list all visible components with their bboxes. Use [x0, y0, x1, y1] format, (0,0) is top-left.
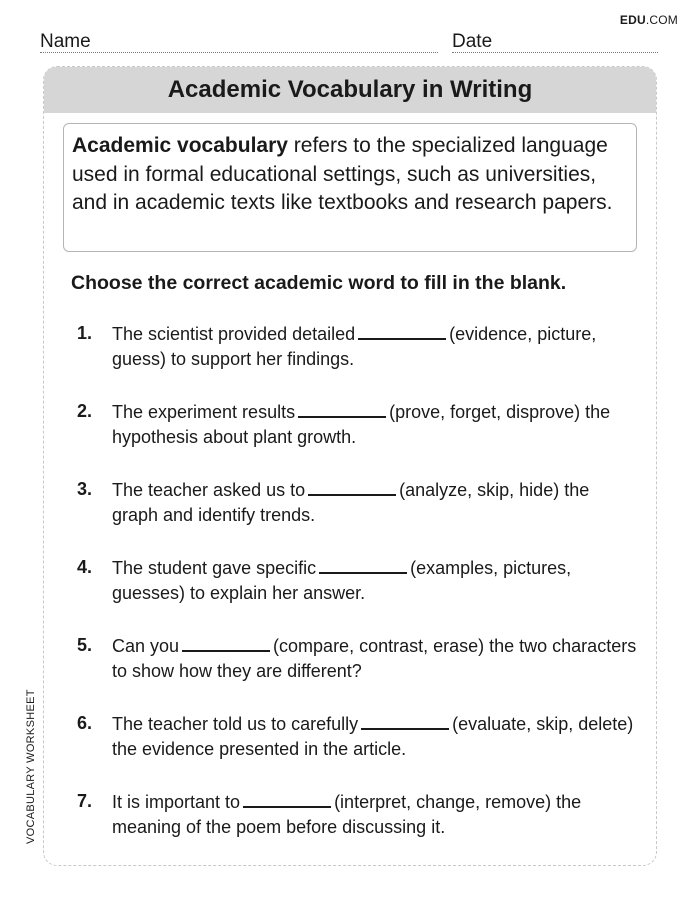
side-label: VOCABULARY WORKSHEET: [25, 689, 37, 844]
question-number: 2.: [77, 401, 93, 421]
answer-blank[interactable]: [361, 711, 449, 730]
name-field[interactable]: [40, 32, 438, 53]
question-text-after: (compare, contrast, erase) the two characters to show how they are different?: [112, 636, 637, 681]
question-text-after: (interpret, change, remove) the meaning of the poem before discussing it.: [112, 792, 582, 837]
header-fields: [40, 32, 658, 54]
answer-blank[interactable]: [358, 321, 446, 340]
answer-blank[interactable]: [182, 633, 270, 652]
brand-com: .COM: [645, 13, 678, 27]
date-field[interactable]: [452, 32, 658, 53]
question-item: [77, 321, 637, 399]
question-number: 5.: [77, 635, 93, 655]
page-title: Academic Vocabulary in Writing: [167, 76, 533, 103]
question-text-before: It is important to: [112, 792, 241, 812]
question-number: 1.: [77, 323, 93, 343]
definition-box: [63, 123, 637, 252]
question-item: [77, 399, 637, 477]
answer-blank[interactable]: [308, 477, 396, 496]
question-number: 6.: [77, 713, 93, 733]
question-list: [77, 321, 637, 867]
question-text-after: (examples, pictures, guesses) to explain her answer.: [112, 558, 572, 603]
question-text-after: (evaluate, skip, delete) the evidence presented in the article.: [112, 714, 634, 759]
question-item: [77, 711, 637, 789]
worksheet: [43, 66, 657, 866]
question-item: [77, 477, 637, 555]
question-number: 7.: [77, 791, 93, 811]
brand-logo: [620, 13, 678, 27]
definition-text: refers to the specialized language used in formal educational settings, such as universities, and in academic texts like textbooks and research papers.: [72, 134, 613, 214]
definition-term: Academic vocabulary: [72, 134, 288, 157]
question-text-before: Can you: [112, 636, 180, 656]
answer-blank[interactable]: [319, 555, 407, 574]
question-text-before: The teacher asked us to: [112, 480, 306, 500]
title-bar: [44, 67, 656, 113]
brand-edu: EDU: [619, 13, 646, 27]
date-label: Date: [452, 31, 493, 52]
question-item: [77, 789, 637, 867]
question-number: 3.: [77, 479, 93, 499]
question-item: [77, 555, 637, 633]
question-text-before: The teacher told us to carefully: [112, 714, 359, 734]
question-text-before: The experiment results: [112, 402, 296, 422]
instruction: Choose the correct academic word to fill in the blank.: [71, 272, 567, 294]
question-text-after: (evidence, picture, guess) to support her findings.: [112, 324, 597, 369]
question-text-before: The student gave specific: [112, 558, 317, 578]
question-text-after: (analyze, skip, hide) the graph and identify trends.: [112, 480, 590, 525]
name-label: Name: [40, 31, 91, 52]
question-item: [77, 633, 637, 711]
answer-blank[interactable]: [243, 789, 331, 808]
question-text-after: (prove, forget, disprove) the hypothesis about plant growth.: [112, 402, 611, 447]
question-text-before: The scientist provided detailed: [112, 324, 356, 344]
question-number: 4.: [77, 557, 93, 577]
answer-blank[interactable]: [298, 399, 386, 418]
